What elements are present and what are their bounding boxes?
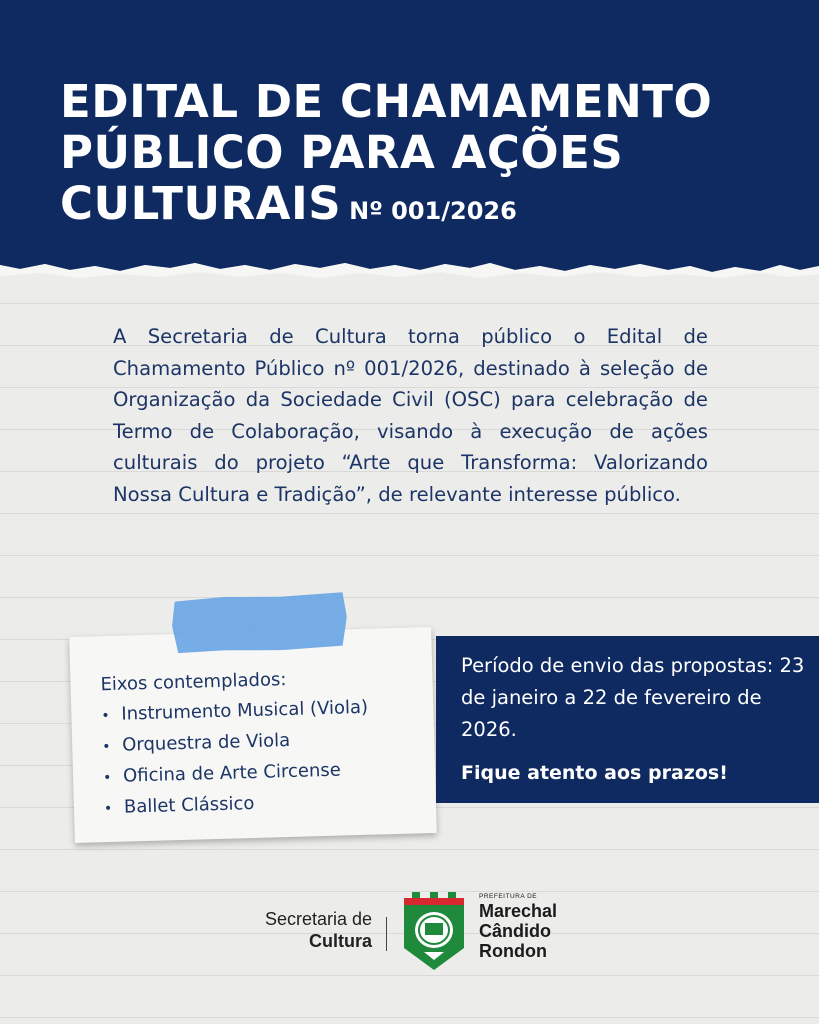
deadline-alert: Fique atento aos prazos! (461, 762, 728, 784)
torn-paper-edge (0, 248, 819, 288)
title-line-3: CULTURAIS (60, 177, 342, 230)
prefeitura-logo: PREFEITURA DE Marechal Cândido Rondon (479, 893, 558, 961)
footer-logos (0, 885, 819, 975)
axes-list-item: • Orquestra de Viola (102, 724, 370, 762)
header-band (0, 0, 819, 262)
axes-heading: Eixos contemplados: (100, 669, 287, 696)
bullet-icon: • (101, 707, 110, 725)
axes-list-item: • Ballet Clássico (104, 786, 372, 824)
bullet-icon: • (102, 738, 111, 756)
page-title (60, 76, 712, 237)
submission-period-text: Período de envio das propostas: 23 de janeiro a 22 de fevereiro de 2026. (461, 654, 805, 741)
bullet-icon: • (103, 800, 113, 818)
axes-list (101, 693, 371, 824)
secretaria-logo: Secretaria de Cultura (264, 909, 372, 951)
axes-note-card (69, 627, 437, 843)
submission-period-box (436, 636, 819, 803)
logo-divider (386, 917, 387, 951)
title-line-2: PÚBLICO PARA AÇÕES (60, 126, 624, 179)
axes-list-item: • Oficina de Arte Circense (103, 755, 371, 793)
axes-list-item: • Instrumento Musical (Viola) (101, 693, 369, 731)
intro-paragraph: A Secretaria de Cultura torna público o Edital de Chamamento Público nº 001/2026, destinado à seleção de Organização da Sociedade Civil (OSC) para celebração de Termo de Colaboração, visando à execução de ações culturais do projeto “Arte que Transforma: Valorizando Nossa Cultura e Tradição”, de relevante interesse público. (113, 325, 708, 506)
edital-number: Nº 001/2026 (349, 197, 517, 225)
title-line-1: EDITAL DE CHAMAMENTO (60, 75, 713, 128)
bullet-icon: • (102, 769, 112, 787)
adhesive-tape (171, 591, 348, 655)
city-crest-icon (402, 890, 466, 972)
